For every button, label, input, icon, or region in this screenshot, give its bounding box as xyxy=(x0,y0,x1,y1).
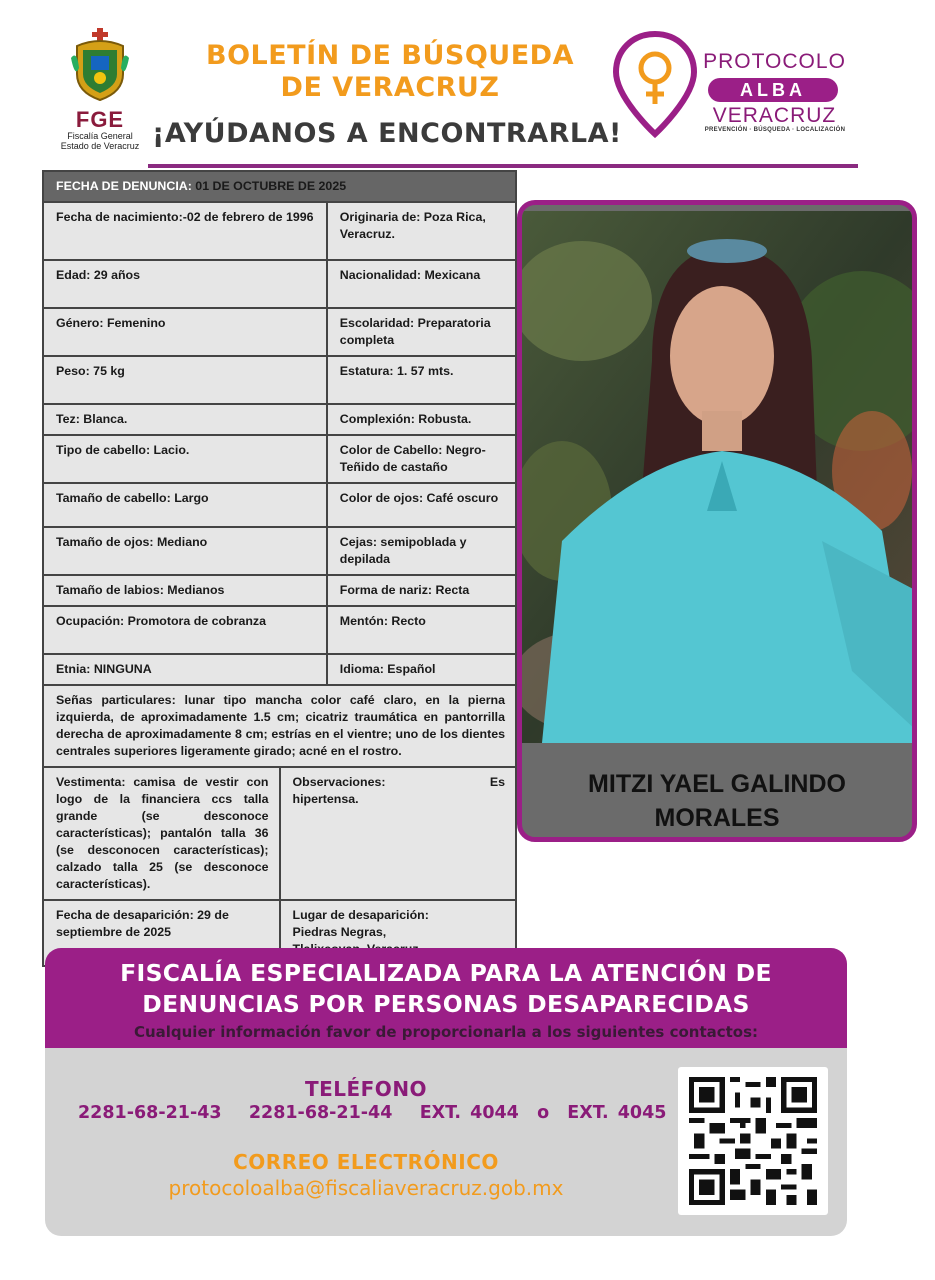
extension-1: EXT. 4044 xyxy=(419,1103,519,1123)
particular-marks-cell: Señas particulares: lunar tipo mancha color café claro, en la pierna izquierda, de aproximadamente 1.5 cm; cicatriz traumática en pantorrilla derecha de aproximadamente 8 cm; estrías en el vientre; uno de los dientes centrales superiores ligeramente girado; acné en el rostro. xyxy=(43,685,516,767)
chin-cell: Mentón: Recto xyxy=(327,606,516,654)
clothing-cell: Vestimenta: camisa de vestir con logo de la financiera ccs talla grande (se desconoce características); pantalón talla 36 (se desconocen características); calzado talla 25 (se desconoce características). xyxy=(43,767,280,900)
age-cell: Edad: 29 años xyxy=(43,260,327,308)
table-row xyxy=(43,404,516,435)
banner-title-line1: FISCALÍA ESPECIALIZADA PARA LA ATENCIÓN DE xyxy=(120,959,772,987)
name-line2: MORALES xyxy=(654,804,780,832)
bulletin-title-line1: BOLETÍN DE BÚSQUEDA xyxy=(206,40,574,71)
table-row xyxy=(43,767,516,900)
veracruz-crest-icon xyxy=(69,28,131,102)
fge-logo xyxy=(50,28,150,151)
disappearance-place-line1: Piedras Negras, xyxy=(292,925,387,939)
qr-code[interactable] xyxy=(678,1067,828,1215)
hair-type-cell: Tipo de cabello: Lacio. xyxy=(43,435,327,483)
phone-number-1[interactable]: 2281-68-21-43 xyxy=(78,1103,222,1123)
nose-shape-cell: Forma de nariz: Recta xyxy=(327,575,516,606)
report-date-cell xyxy=(43,171,516,202)
extension-join: o xyxy=(537,1103,550,1123)
observations-value: hipertensa. xyxy=(292,792,359,806)
table-row xyxy=(43,606,516,654)
table-row xyxy=(43,654,516,685)
eyebrows-cell: Cejas: semipoblada y depilada xyxy=(327,527,516,575)
report-date-label: FECHA DE DENUNCIA: xyxy=(56,179,192,193)
gender-cell: Género: Femenino xyxy=(43,308,327,356)
ethnicity-cell: Etnia: NINGUNA xyxy=(43,654,327,685)
occupation-cell: Ocupación: Promotora de cobranza xyxy=(43,606,327,654)
header-divider xyxy=(148,164,858,168)
language-cell: Idioma: Español xyxy=(327,654,516,685)
extension-2: EXT. 4045 xyxy=(567,1103,667,1123)
observations-cell xyxy=(280,767,517,900)
missing-person-name xyxy=(522,767,912,835)
disappearance-place-label: Lugar de desaparición: xyxy=(292,908,429,922)
table-row xyxy=(43,308,516,356)
height-cell: Estatura: 1. 57 mts. xyxy=(327,356,516,404)
table-row xyxy=(43,483,516,527)
help-us-find-her-heading: ¡AYÚDANOS A ENCONTRARLA! xyxy=(152,118,622,149)
phone-numbers xyxy=(78,1103,666,1123)
fge-abbreviation: FGE xyxy=(75,107,125,132)
build-cell: Complexión: Robusta. xyxy=(327,404,516,435)
hair-color-cell: Color de Cabello: Negro- Teñido de castaño xyxy=(327,435,516,483)
missing-person-data-table xyxy=(42,170,517,967)
fiscalia-banner xyxy=(45,948,847,1052)
banner-title-line2: DENUNCIAS POR PERSONAS DESAPARECIDAS xyxy=(142,990,750,1018)
alba-tagline: PREVENCIÓN · BÚSQUEDA · LOCALIZACIÓN xyxy=(704,127,846,133)
table-row xyxy=(43,356,516,404)
banner-contact-prompt: Cualquier información favor de proporcionarla a los siguientes contactos: xyxy=(133,1023,759,1041)
table-row xyxy=(43,435,516,483)
alba-word-protocolo: PROTOCOLO xyxy=(703,50,846,73)
email-title: CORREO ELECTRÓNICO xyxy=(233,1150,499,1174)
lip-size-cell: Tamaño de labios: Medianos xyxy=(43,575,327,606)
phone-number-2[interactable]: 2281-68-21-44 xyxy=(248,1103,393,1123)
location-pin-female-icon xyxy=(612,30,698,138)
observations-label: Observaciones: xyxy=(292,775,386,789)
skin-tone-cell: Tez: Blanca. xyxy=(43,404,327,435)
report-date-row xyxy=(43,171,516,202)
table-row xyxy=(43,260,516,308)
fge-name-line1: Fiscalía General xyxy=(67,131,133,141)
disappearance-date-cell: Fecha de desaparición: 29 de septiembre de 2025 xyxy=(43,900,280,966)
table-row xyxy=(43,575,516,606)
alba-word-alba: ALBA xyxy=(708,78,838,102)
email-link[interactable]: protocoloalba@fiscaliaveracruz.gob.mx xyxy=(168,1176,564,1200)
schooling-cell: Escolaridad: Preparatoria completa xyxy=(327,308,516,356)
name-line1: MITZI YAEL GALINDO xyxy=(588,770,846,798)
eye-size-cell: Tamaño de ojos: Mediano xyxy=(43,527,327,575)
table-row xyxy=(43,202,516,260)
alba-word-veracruz: VERACRUZ xyxy=(712,104,837,127)
fge-name-line2: Estado de Veracruz xyxy=(60,141,140,151)
birth-date-cell: Fecha de nacimiento:-02 de febrero de 1996 xyxy=(43,202,327,260)
phone-title: TELÉFONO xyxy=(304,1077,428,1101)
table-row xyxy=(43,685,516,767)
missing-person-photo xyxy=(522,211,917,743)
bulletin-title-line2: DE VERACRUZ xyxy=(280,72,500,103)
eye-color-cell: Color de ojos: Café oscuro xyxy=(327,483,516,527)
report-date-value: 01 DE OCTUBRE DE 2025 xyxy=(195,179,347,193)
table-row xyxy=(43,527,516,575)
origin-cell: Originaria de: Poza Rica, Veracruz. xyxy=(327,202,516,260)
weight-cell: Peso: 75 kg xyxy=(43,356,327,404)
nationality-cell: Nacionalidad: Mexicana xyxy=(327,260,516,308)
observations-es: Es xyxy=(489,775,505,789)
hair-length-cell: Tamaño de cabello: Largo xyxy=(43,483,327,527)
protocolo-alba-logo xyxy=(612,30,852,140)
qr-code-icon xyxy=(689,1077,817,1205)
missing-person-photo-card xyxy=(517,200,917,842)
